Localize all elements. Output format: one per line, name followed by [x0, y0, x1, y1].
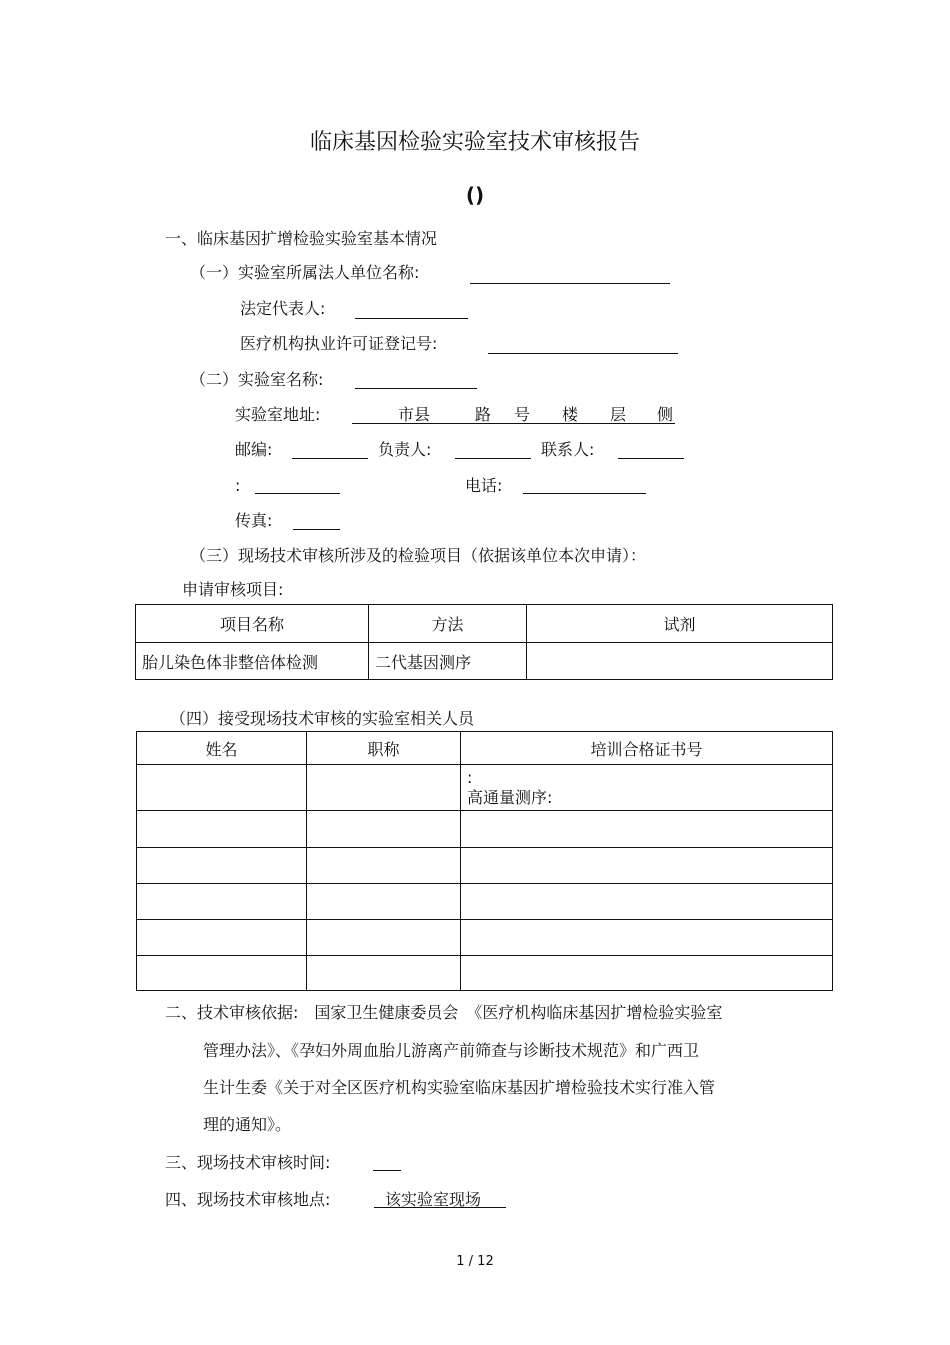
person-in-charge-label: 负责人:	[378, 440, 432, 459]
postcode-label: 邮编:	[235, 440, 273, 459]
license-blank[interactable]	[488, 353, 678, 354]
certificate-line-2: 高通量测序:	[467, 787, 553, 807]
legal-rep-blank[interactable]	[355, 318, 468, 319]
cell-title[interactable]	[307, 811, 461, 848]
postcode-blank[interactable]	[292, 458, 368, 459]
legal-rep-label: 法定代表人:	[240, 299, 326, 318]
personnel-label: （四）接受现场技术审核的实验室相关人员	[170, 709, 475, 728]
col-header-reagent: 试剂	[527, 605, 833, 643]
cell-certificate[interactable]	[461, 848, 833, 884]
test-items-label: （三）现场技术审核所涉及的检验项目（依据该单位本次申请）：	[190, 546, 647, 565]
col-header-name: 姓名	[137, 732, 307, 765]
table-row	[137, 811, 833, 848]
fax-blank[interactable]	[293, 529, 340, 530]
address-part-road: 路	[475, 405, 492, 424]
table-row	[137, 848, 833, 884]
page-subtitle: ()	[465, 183, 485, 207]
address-part-floor: 层	[610, 405, 627, 424]
address-part-side: 侧	[657, 405, 674, 424]
cell-certificate[interactable]	[461, 956, 833, 991]
audit-time-label: 三、现场技术审核时间:	[165, 1153, 331, 1172]
table-row	[137, 956, 833, 991]
contact-label: 联系人:	[541, 440, 595, 459]
certificate-line-1: :	[467, 767, 473, 787]
cell-method: 二代基因测序	[369, 643, 527, 680]
table-row	[137, 920, 833, 956]
legal-entity-blank[interactable]	[470, 283, 670, 284]
phone-blank[interactable]	[523, 493, 646, 494]
lab-name-blank[interactable]	[355, 388, 477, 389]
cell-title[interactable]	[307, 884, 461, 920]
cell-title[interactable]	[307, 920, 461, 956]
address-part-city: 市县	[398, 405, 431, 424]
basis-line-3: 生计生委《关于对全区医疗机构实验室临床基因扩增检验技术实行准入管	[203, 1078, 716, 1097]
basis-line-4: 理的通知》。	[203, 1115, 292, 1134]
col-header-item-name: 项目名称	[136, 605, 369, 643]
lab-name-label: （二）实验室名称:	[190, 370, 324, 389]
cell-name[interactable]	[137, 848, 307, 884]
table-row	[136, 643, 833, 680]
contact-blank[interactable]	[618, 458, 684, 459]
colon-label: :	[235, 476, 241, 495]
cell-certificate[interactable]	[461, 811, 833, 848]
colon-blank[interactable]	[255, 493, 340, 494]
apply-items-label: 申请审核项目:	[182, 580, 284, 599]
cell-name[interactable]	[137, 765, 307, 811]
col-header-method: 方法	[369, 605, 527, 643]
cell-name[interactable]	[137, 956, 307, 991]
section1-heading: 一、临床基因扩增检验实验室基本情况	[165, 229, 438, 248]
cell-title[interactable]	[307, 765, 461, 811]
test-items-table	[135, 604, 833, 680]
phone-label: 电话:	[465, 476, 503, 495]
cell-name[interactable]	[137, 884, 307, 920]
cell-name[interactable]	[137, 920, 307, 956]
table-row	[137, 884, 833, 920]
cell-title[interactable]	[307, 848, 461, 884]
cell-name[interactable]	[137, 811, 307, 848]
cell-reagent[interactable]	[527, 643, 833, 680]
cell-title[interactable]	[307, 956, 461, 991]
license-label: 医疗机构执业许可证登记号:	[240, 334, 438, 353]
personnel-table	[136, 731, 833, 991]
page-title: 临床基因检验实验室技术审核报告	[309, 130, 640, 155]
audit-location-label: 四、现场技术审核地点:	[165, 1190, 331, 1209]
cell-certificate[interactable]	[461, 884, 833, 920]
address-part-number: 号	[514, 405, 531, 424]
lab-address-label: 实验室地址:	[235, 405, 321, 424]
legal-entity-label: （一）实验室所属法人单位名称:	[190, 263, 420, 282]
audit-time-blank[interactable]	[373, 1170, 401, 1171]
cell-item-name: 胎儿染色体非整倍体检测	[136, 643, 369, 680]
audit-location-value: 该实验室现场	[385, 1190, 482, 1209]
cell-certificate[interactable]	[461, 765, 833, 811]
fax-label: 传真:	[235, 511, 273, 530]
col-header-certificate: 培训合格证书号	[461, 732, 833, 765]
basis-line-1: 二、技术审核依据: 国家卫生健康委员会 《医疗机构临床基因扩增检验实验室	[165, 1003, 723, 1022]
page-number: 1 / 12	[456, 1254, 494, 1269]
basis-line-2: 管理办法》、《孕妇外周血胎儿游离产前筛查与诊断技术规范》和广西卫	[203, 1041, 700, 1060]
col-header-title: 职称	[307, 732, 461, 765]
address-part-building: 楼	[562, 405, 579, 424]
cell-certificate[interactable]	[461, 920, 833, 956]
table-row	[137, 765, 833, 811]
person-in-charge-blank[interactable]	[455, 458, 531, 459]
